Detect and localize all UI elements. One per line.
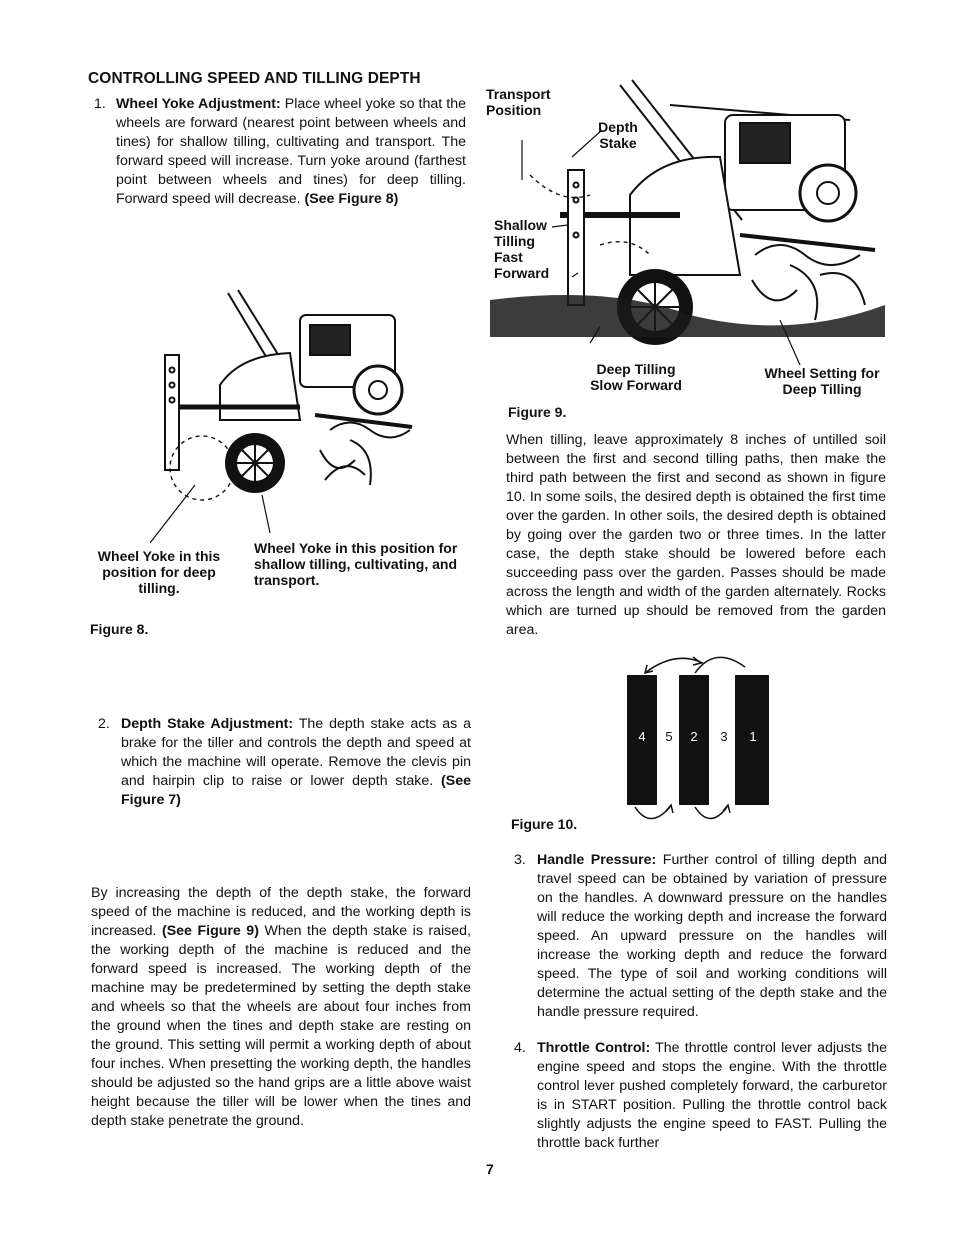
item-2-depth-stake-adjustment xyxy=(121,715,471,810)
figure-9-label-transport: Transport Position xyxy=(486,86,551,118)
depth-stake-paragraph-after: When the depth stake is raised, the working depth of the machine is reduced and the forward speed is increased. The working depth of the machine may be predetermined by setting the depth stake and wheels so that the wheels are about four inches from the ground when the tines and depth stake are resting on the ground. This setting will permit a working depth of about four inches. When presetting the working depth, the handles should be adjusted so the hand grips are a little above waist height because the tiller will be lower when the tines and depth stake penetrate the ground. xyxy=(91,923,471,1129)
item-3-handle-pressure xyxy=(537,851,887,1022)
item-1-title: Wheel Yoke Adjustment: xyxy=(116,96,281,112)
figure-8-label-shallow-tilling: Wheel Yoke in this position for shallow tilling, cultivating, and transport. xyxy=(254,540,458,588)
path-label-1: 1 xyxy=(749,729,757,744)
path-label-3: 3 xyxy=(720,729,728,744)
path-label-2: 2 xyxy=(690,729,698,744)
page-number: 7 xyxy=(486,1161,494,1177)
item-3-number: 3. xyxy=(514,852,526,868)
item-4-title: Throttle Control: xyxy=(537,1040,651,1056)
figure-8-tiller-illustration xyxy=(150,285,420,545)
item-1-number: 1. xyxy=(94,96,106,112)
path-label-4: 4 xyxy=(638,729,646,744)
item-1-wheel-yoke-adjustment xyxy=(116,95,466,209)
item-1-ref: (See Figure 8) xyxy=(304,191,399,207)
figure-9-label-depth-stake: Depth Stake xyxy=(598,119,638,151)
depth-stake-paragraph-before: By increasing the depth of the depth stake, the forward speed of the machine is reduced, and the working depth is increased. xyxy=(91,885,471,939)
item-3-title: Handle Pressure: xyxy=(537,852,657,868)
item-1-text: Place wheel yoke so that the wheels are forward (nearest point between wheels and tines) for shallow tilling, cultivating and transport. The forward speed will increase. Turn yoke around (farthest point between wheels and tines) for deep tilling. Forward speed will decrease. xyxy=(116,96,466,207)
section-heading: CONTROLLING SPEED AND TILLING DEPTH xyxy=(88,70,421,87)
figure-9-label-wheel-setting: Wheel Setting for Deep Tilling xyxy=(764,365,880,397)
item-3-text: Further control of tilling depth and travel speed can be obtained by variation of pressure on the handles. A downward pressure on the handles will reduce the working depth and increase the forward speed. An upward pressure on the handles will increase the working depth and reduce the forward speed. The type of soil and working conditions will determine the actual setting of the depth stake and the handle pressure required. xyxy=(537,852,888,1020)
figure-9-caption: Figure 9. xyxy=(508,404,567,420)
item-4-text: The throttle control lever adjusts the engine speed and stops the engine. With the throttle control lever pushed completely forward, the carburetor is in START position. Pulling the throttle control back slightly adjusts the engine speed to FAST. Pulling the throttle back further xyxy=(537,1040,887,1151)
item-4-throttle-control xyxy=(537,1039,887,1153)
figure-10-tilling-paths xyxy=(615,645,775,835)
figure-8-label-deep-tilling: Wheel Yoke in this position for deep tilling. xyxy=(97,548,221,596)
depth-stake-paragraph xyxy=(91,884,471,1131)
tilling-paths-paragraph: When tilling, leave approximately 8 inches of untilled soil between the first and second tilling paths, then make the third path between the first and second as shown in figure 10. In some soils, the desired depth is obtained the first time over the garden. In other soils, the desired depth is obtained by going over the garden two or three times. In the latter case, the depth stake should be lowered before each succeeding pass over the garden. Passes should be made across the length and width of the garden alternately. Rocks which are turned up should be removed from the garden area. xyxy=(506,432,886,638)
depth-stake-paragraph-ref: (See Figure 9) xyxy=(161,923,259,939)
item-2-text: The depth stake acts as a brake for the tiller and controls the depth and speed at which the machine will operate. Remove the clevis pin and hairpin clip to raise or lower depth stake. xyxy=(121,716,472,789)
path-label-5: 5 xyxy=(665,729,673,744)
figure-10-caption: Figure 10. xyxy=(511,816,578,832)
item-2-ref: (See Figure 7) xyxy=(121,773,471,808)
figure-8-caption: Figure 8. xyxy=(90,621,149,637)
item-2-number: 2. xyxy=(98,716,110,732)
figure-9-label-shallow: Shallow Tilling Fast Forward xyxy=(494,217,550,281)
figure-9-label-deep: Deep Tilling Slow Forward xyxy=(590,361,682,393)
item-4-number: 4. xyxy=(514,1040,526,1056)
item-2-title: Depth Stake Adjustment: xyxy=(121,716,294,732)
